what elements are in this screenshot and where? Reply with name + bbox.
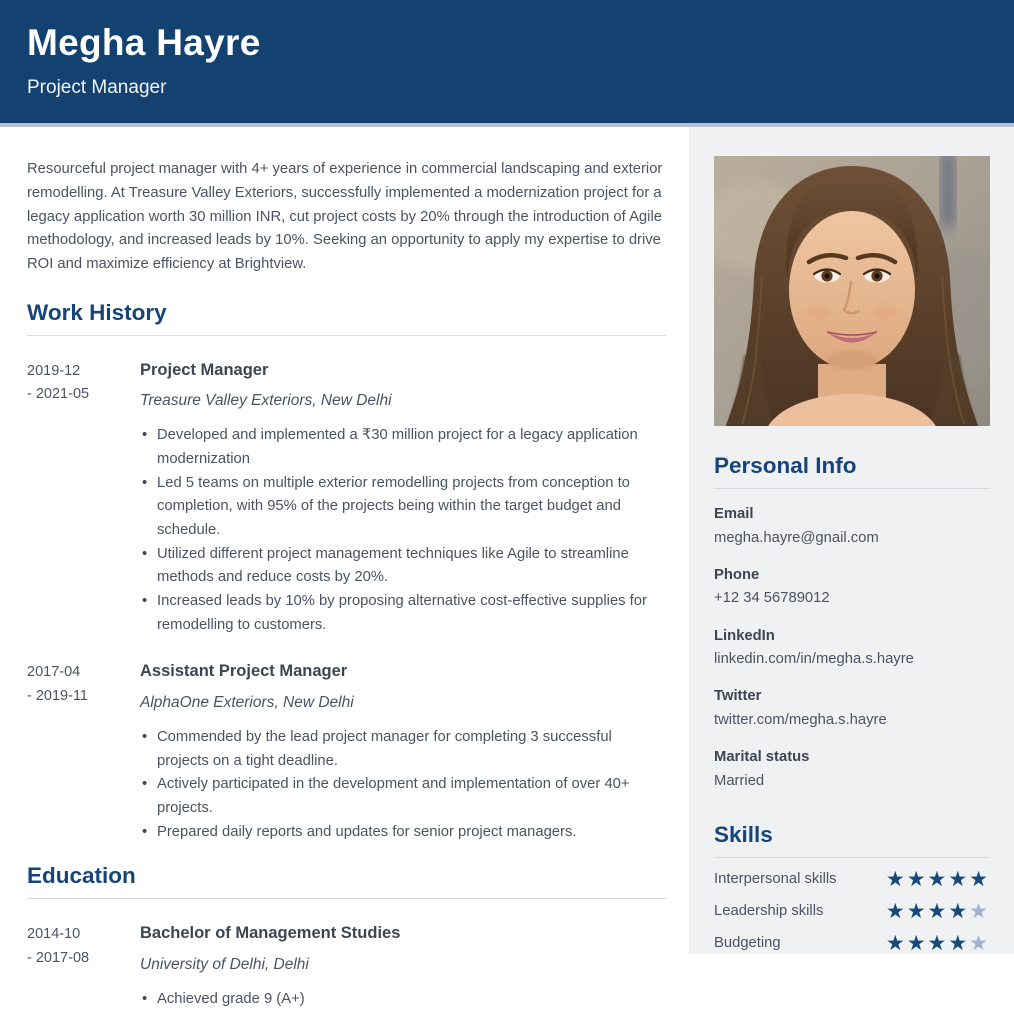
entry-body: [140, 661, 666, 844]
personal-info-value: megha.hayre@gnail.com: [714, 529, 879, 546]
section-divider: [714, 857, 990, 858]
star-rating: [886, 901, 990, 922]
star-icon: ★: [906, 867, 928, 891]
date-from: 2019-12: [27, 362, 81, 379]
skill-label: Leadership skills: [714, 903, 824, 920]
skill-row: [714, 933, 990, 954]
personal-info-label: LinkedIn: [714, 627, 775, 644]
professional-summary: Resourceful project manager with 4+ years of experience in commercial landscaping and exterior remodelling. At Treasure Valley Exteriors, successfully implemented a modernization project for a legacy application worth 30 million INR, cut project costs by 20% through the introduction of Agile methodology, and increased leads by 10%. Seeking an opportunity to apply my expertise to drive ROI and maximize efficiency at Brightview.: [27, 161, 663, 272]
entry-body: [140, 923, 666, 1011]
entry-bullets: [140, 988, 666, 1012]
personal-info-label: Email: [714, 506, 754, 523]
bullet-item: • Achieved grade 9 (A+): [140, 988, 666, 1012]
entry-company: AlphaOne Exteriors, New Delhi: [140, 693, 354, 711]
date-to: - 2019-11: [27, 687, 88, 704]
main-column: [0, 127, 689, 1008]
star-icon: ★: [885, 931, 907, 955]
person-name: Megha Hayre: [27, 22, 261, 63]
entry-company: Treasure Valley Exteriors, New Delhi: [140, 392, 392, 410]
skill-row: [714, 901, 990, 922]
personal-info-label: Marital status: [714, 749, 810, 766]
star-icon: ★: [906, 899, 928, 923]
skill-row: [714, 869, 990, 890]
entry-dates: [27, 360, 140, 638]
person-job-title: Project Manager: [27, 77, 167, 99]
date-to: - 2017-08: [27, 949, 90, 966]
skill-label: Budgeting: [714, 935, 781, 952]
star-icon: ★: [948, 899, 970, 923]
work-entry: [27, 360, 666, 638]
star-icon: ★: [948, 867, 970, 891]
profile-photo: [714, 156, 990, 426]
entry-bullets: [140, 424, 666, 637]
entry-company: University of Delhi, Delhi: [140, 956, 309, 974]
date-from: 2017-04: [27, 664, 81, 681]
star-rating: [886, 869, 990, 890]
star-icon: ★: [885, 867, 907, 891]
star-icon: ★: [927, 899, 949, 923]
star-icon: ★: [885, 899, 907, 923]
star-icon: ★: [927, 867, 949, 891]
work-history-heading: Work History: [27, 299, 167, 325]
personal-info-value: +12 34 56789012: [714, 590, 830, 607]
personal-info-item: [714, 746, 990, 793]
education-entry: [27, 923, 666, 1011]
star-icon: ★: [969, 931, 990, 955]
sidebar: [689, 127, 1014, 954]
skills-list: [714, 869, 990, 954]
personal-info-heading: Personal Info: [714, 453, 857, 479]
section-divider: [27, 898, 666, 899]
bullet-item: • Utilized different project management techniques like Agile to streamline methods and reduce costs by 20%.: [140, 543, 666, 590]
bullet-item: • Actively participated in the development and implementation of over 40+ projects.: [140, 773, 666, 820]
entry-title: Assistant Project Manager: [140, 662, 348, 681]
personal-info-label: Twitter: [714, 688, 762, 705]
bullet-item: • Led 5 teams on multiple exterior remodelling projects from conception to completion, with 95% of the projects being within the target budget and schedule.: [140, 472, 666, 543]
bullet-item: • Commended by the lead project manager for completing 3 successful projects on a tight deadline.: [140, 726, 666, 773]
star-rating: [886, 933, 990, 954]
entry-bullets: [140, 726, 666, 844]
section-divider: [714, 488, 990, 489]
personal-info-item: [714, 625, 990, 672]
personal-info-value: twitter.com/megha.s.hayre: [714, 711, 887, 728]
date-from: 2014-10: [27, 926, 81, 943]
star-icon: ★: [927, 931, 949, 955]
personal-info-value: Married: [714, 772, 765, 789]
content-columns: [0, 127, 1014, 1008]
skill-label: Interpersonal skills: [714, 871, 837, 888]
star-icon: ★: [969, 899, 990, 923]
star-icon: ★: [969, 867, 990, 891]
education-heading: Education: [27, 863, 136, 889]
section-divider: [27, 335, 666, 336]
work-entry: [27, 661, 666, 844]
entry-title: Bachelor of Management Studies: [140, 924, 401, 943]
header-banner: [0, 0, 1014, 127]
personal-info-item: [714, 564, 990, 611]
star-icon: ★: [906, 931, 928, 955]
star-icon: ★: [948, 931, 970, 955]
bullet-item: • Developed and implemented a ₹30 million project for a legacy application modernization: [140, 424, 666, 471]
entry-dates: [27, 923, 140, 1011]
bullet-item: • Prepared daily reports and updates for senior project managers.: [140, 821, 666, 845]
personal-info-item: [714, 503, 990, 550]
bullet-item: • Increased leads by 10% by proposing alternative cost-effective supplies for remodelling to customers.: [140, 590, 666, 637]
entry-body: [140, 360, 666, 638]
personal-info-item: [714, 685, 990, 732]
skills-heading: Skills: [714, 821, 773, 847]
date-to: - 2021-05: [27, 386, 90, 403]
personal-info-label: Phone: [714, 566, 760, 583]
entry-title: Project Manager: [140, 360, 269, 379]
entry-dates: [27, 661, 140, 844]
personal-info-value: linkedin.com/in/megha.s.hayre: [714, 651, 914, 668]
